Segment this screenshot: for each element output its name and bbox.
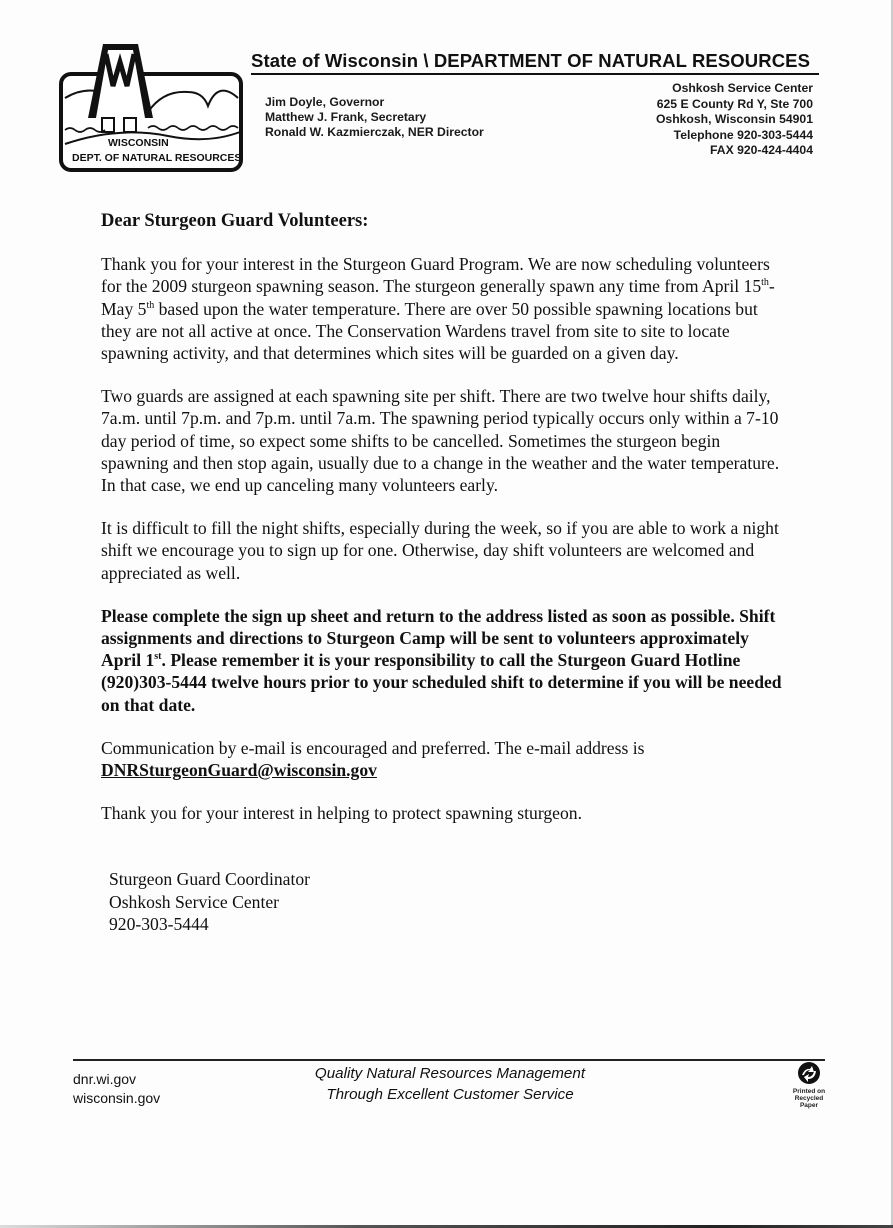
officials-list bbox=[265, 95, 484, 140]
letter-body bbox=[101, 210, 791, 935]
recycled-paper-badge: Printed on Recycled Paper bbox=[787, 1060, 831, 1109]
salutation: Dear Sturgeon Guard Volunteers: bbox=[101, 211, 369, 231]
official-secretary: Matthew J. Frank, Secretary bbox=[265, 110, 427, 124]
agency-title: State of Wisconsin \ DEPARTMENT OF NATURAL RESOURCES bbox=[251, 50, 811, 71]
paragraph-shifts: Two guards are assigned at each spawning site per shift. There are two twelve hour shifts daily, 7a.m. until 7p.m. and 7p.m. until 7a.m. The spawning period typically occurs only within a 7-10 day period of time, so expect some shifts to be cancelled. Sometimes the sturgeon begin spawning and then stop again, usually due to a change in the weather and the water temperature. In that case, we end up canceling many volunteers early. bbox=[101, 386, 780, 496]
fax: FAX 920-424-4404 bbox=[710, 143, 813, 157]
paragraph-night-shifts: It is difficult to fill the night shifts, especially during the week, so if you are able to work a night shift we encourage you to sign up for one. Otherwise, day shift volunteers are welcomed and appreciated as well. bbox=[101, 518, 779, 583]
office-name: Oshkosh Service Center bbox=[672, 81, 813, 95]
email-link[interactable]: DNRSturgeonGuard@wisconsin.gov bbox=[101, 760, 377, 781]
motto-line2: Through Excellent Customer Service bbox=[326, 1086, 574, 1103]
footer-links bbox=[73, 1070, 160, 1108]
wisconsin-dnr-logo-icon bbox=[58, 40, 246, 174]
paragraph-closing: Thank you for your interest in helping to protect spawning sturgeon. bbox=[101, 803, 582, 824]
signature-phone: 920-303-5444 bbox=[109, 913, 209, 934]
street-address: 625 E County Rd Y, Ste 700 bbox=[656, 96, 813, 111]
official-director: Ronald W. Kazmierczak, NER Director bbox=[265, 125, 484, 139]
recycled-paper-icon bbox=[796, 1060, 822, 1086]
telephone: Telephone 920-303-5444 bbox=[673, 127, 813, 142]
office-address bbox=[656, 81, 813, 159]
logo-line1: WISCONSIN bbox=[108, 137, 169, 149]
footer-motto bbox=[280, 1063, 620, 1105]
signature-block bbox=[109, 868, 791, 935]
link-wisconsin-gov[interactable]: wisconsin.gov bbox=[73, 1090, 161, 1106]
city-state-zip: Oshkosh, Wisconsin 54901 bbox=[655, 112, 813, 126]
motto-line1: Quality Natural Resources Management bbox=[314, 1065, 586, 1082]
link-dnr-wi-gov[interactable]: dnr.wi.gov bbox=[73, 1071, 137, 1087]
logo-line2: DEPT. OF NATURAL RESOURCES bbox=[72, 152, 242, 164]
signature-title: Sturgeon Guard Coordinator bbox=[109, 869, 310, 890]
footer-divider bbox=[73, 1059, 825, 1061]
header-divider bbox=[251, 73, 819, 75]
official-governor: Jim Doyle, Governor bbox=[265, 95, 385, 109]
paragraph-signup-instructions: Please complete the sign up sheet and return to the address listed as soon as possible. Shift assignments and directions to Sturgeon Camp will be sent to volunteers approximately April 1st. Please remember it is your responsibility to call the Sturgeon Guard Hotline (920)303-5444 twelve hours prior to your scheduled shift to determine if you will be needed on that date. bbox=[101, 605, 782, 715]
paragraph-intro: Thank you for your interest in the Sturgeon Guard Program. We are now scheduling volunteers for the 2009 sturgeon spawning season. The sturgeon generally spawn any time from April 15th-May 5th based upon the water temperature. There are over 50 possible spawning locations but they are not all active at once. The Conservation Wardens travel from site to site to locate spawning activity, and that determines which sites will be guarded on a given day. bbox=[101, 254, 775, 364]
signature-office: Oshkosh Service Center bbox=[109, 891, 280, 912]
paragraph-email: Communication by e-mail is encouraged and preferred. The e-mail address is DNRSturgeonGuard@wisconsin.gov bbox=[101, 737, 645, 781]
